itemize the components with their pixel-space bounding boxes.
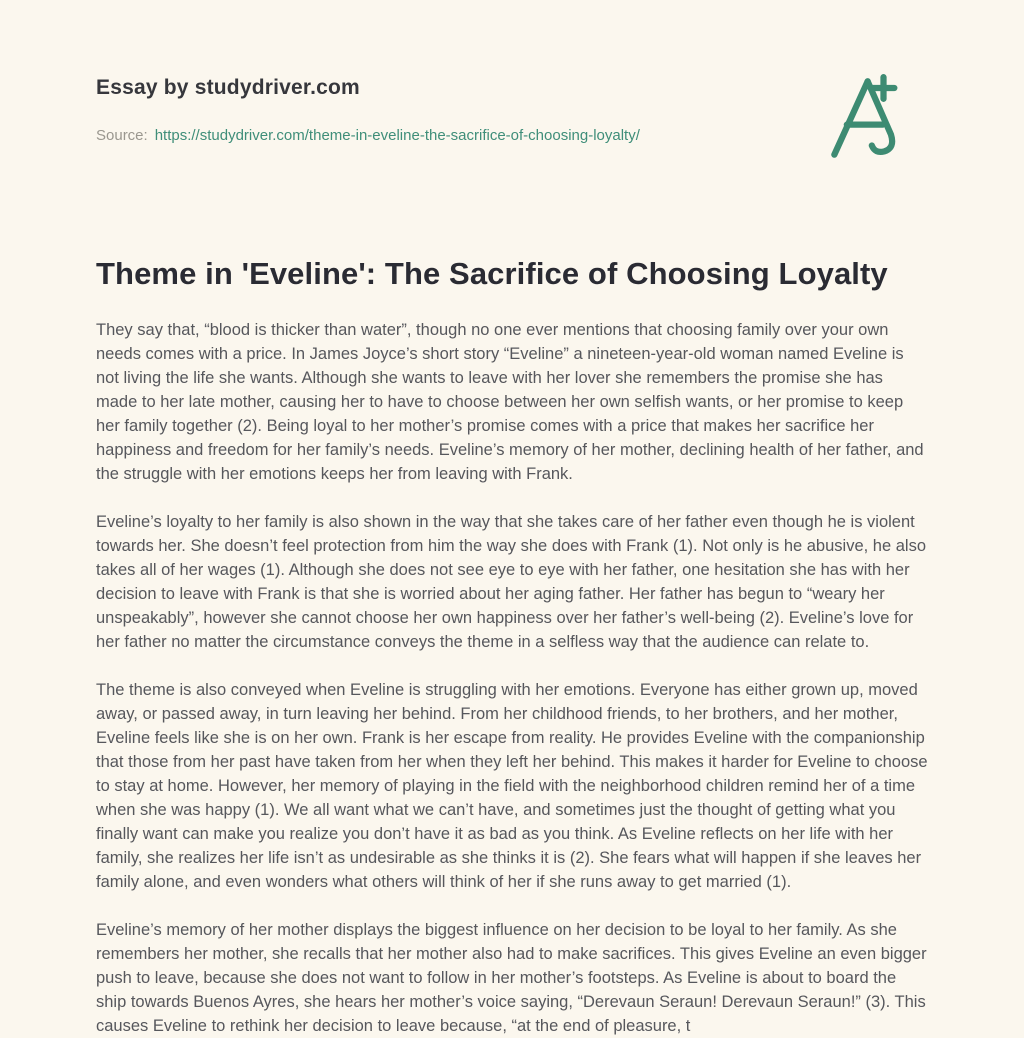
- essay-by-heading: Essay by studydriver.com: [96, 76, 360, 99]
- essay-paragraph-2: Eveline’s loyalty to her family is also shown in the way that she takes care of her father even though he is violent towards her. She doesn’t feel protection from him the way she does with Frank (1). Not only is he abusive, he also takes all of her wages (1). Although she does not see eye to eye with her father, one hesitation she has with her decision to leave with Frank is that she is worried about her aging father. Her father has begun to “weary her unspeakably”, however she cannot choose her own happiness over her father’s well-being (2). Eveline’s love for her father no matter the circumstance conveys the theme in a selfless way that the audience can relate to.: [96, 513, 927, 651]
- essay-paragraph-4: Eveline’s memory of her mother displays the biggest influence on her decision to be loyal to her family. As she remembers her mother, she recalls that her mother also had to make sacrifices. This gives Eveline an even bigger push to leave, because she does not want to follow in her mother’s footsteps. As Eveline is about to board the ship towards Buenos Ayres, she hears her mother’s voice saying, “Derevaun Seraun! Derevaun Seraun!” (3). This causes Eveline to rethink her decision to leave because, “at the end of pleasure, t: [96, 921, 927, 1035]
- page-header: [96, 74, 928, 146]
- source-url-link[interactable]: https://studydriver.com/theme-in-eveline-the-sacrifice-of-choosing-loyalty/: [154, 127, 640, 144]
- essay-body: [96, 318, 928, 1038]
- source-label: Source:: [96, 127, 148, 144]
- source-line: [96, 126, 928, 146]
- essay-content: [96, 254, 928, 1038]
- studydriver-logo-icon: [826, 74, 906, 162]
- essay-title: Theme in 'Eveline': The Sacrifice of Choosing Loyalty: [96, 256, 888, 291]
- essay-paragraph-3: The theme is also conveyed when Eveline is struggling with her emotions. Everyone has either grown up, moved away, or passed away, in turn leaving her behind. From her childhood friends, to her brothers, and her mother, Eveline feels like she is on her own. Frank is her escape from reality. He provides Eveline with the companionship that those from her past have taken from her when they left her behind. This makes it harder for Eveline to choose to stay at home. However, her memory of playing in the field with the neighborhood children remind her of a time when she was happy (1). We all want what we can’t have, and sometimes just the thought of getting what you finally want can make you realize you don’t have it as bad as you think. As Eveline reflects on her life with her family, she realizes her life isn’t as undesirable as she thinks it is (2). She fears what will happen if she leaves her family alone, and even wonders what others will think of her if she runs away to get married (1).: [96, 681, 928, 891]
- essay-paragraph-1: They say that, “blood is thicker than water”, though no one ever mentions that choosing family over your own needs comes with a price. In James Joyce’s short story “Eveline” a nineteen-year-old woman named Eveline is not living the life she wants. Although she wants to leave with her lover she remembers the promise she has made to her late mother, causing her to have to choose between her own selfish wants, or her promise to keep her family together (2). Being loyal to her mother’s promise comes with a price that makes her sacrifice her happiness and freedom for her family’s needs. Eveline’s memory of her mother, declining health of her father, and the struggle with her emotions keeps her from leaving with Frank.: [96, 321, 924, 483]
